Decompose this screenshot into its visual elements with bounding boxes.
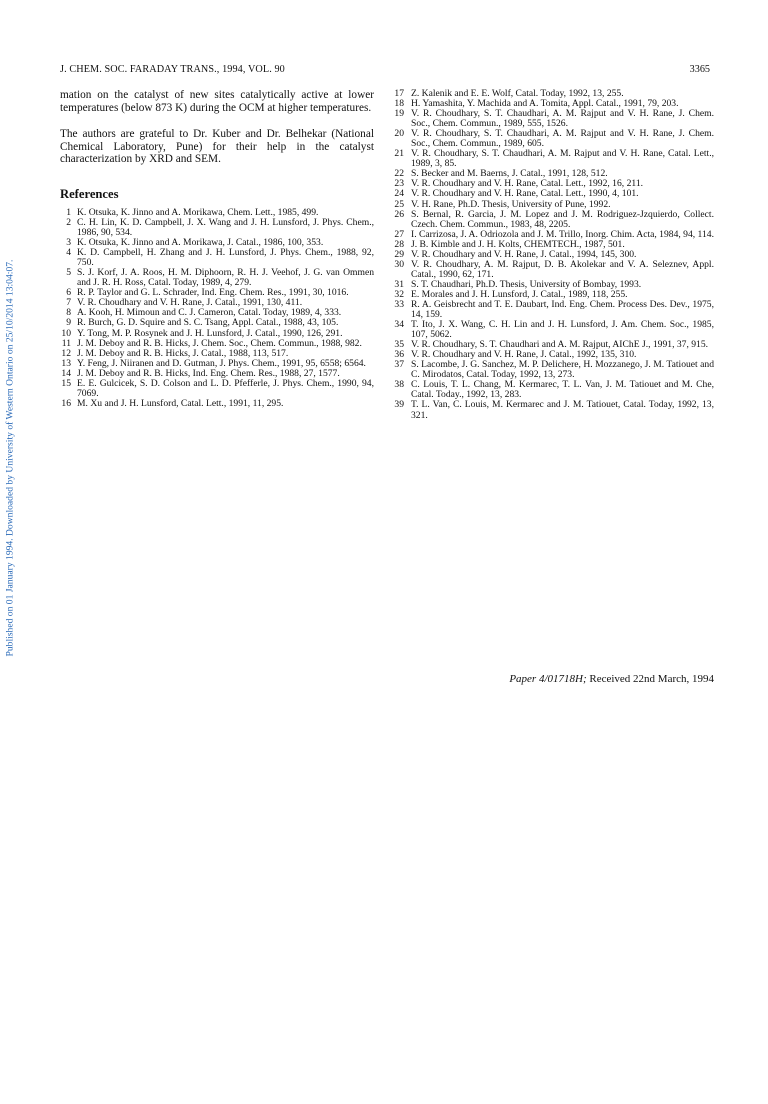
reference-list-right (392, 89, 714, 421)
continuation-paragraph: mation on the catalyst of new sites catalytically active at lower temperatures (below 873 K) during the OCM at higher temperatures. (60, 89, 374, 114)
reference-item (392, 109, 714, 129)
reference-text: V. R. Choudhary and V. H. Rane, J. Catal., 1991, 130, 411. (77, 297, 303, 309)
reference-text: K. Otsuka, K. Jinno and A. Morikawa, J. Catal., 1986, 100, 353. (77, 237, 324, 249)
reference-list-left (60, 208, 374, 409)
right-column (392, 89, 714, 421)
reference-item (392, 129, 714, 149)
reference-text: K. Otsuka, K. Jinno and A. Morikawa, Chem. Lett., 1985, 499. (77, 206, 319, 218)
reference-text: R. P. Taylor and G. L. Schrader, Ind. Eng. Chem. Res., 1991, 30, 1016. (77, 287, 349, 299)
reference-number: 12 (61, 347, 71, 359)
reference-item (60, 218, 374, 238)
paper-id: Paper 4/01718H; (509, 673, 587, 685)
reference-item (60, 248, 374, 268)
reference-number: 36 (394, 349, 404, 361)
reference-text: Y. Tong, M. P. Rosynek and J. H. Lunsford, J. Catal., 1990, 126, 291. (77, 327, 343, 339)
reference-text: K. D. Campbell, H. Zhang and J. H. Lunsford, J. Phys. Chem., 1988, 92, 750. (77, 247, 374, 269)
reference-number: 30 (394, 258, 404, 270)
journal-citation: J. CHEM. SOC. FARADAY TRANS., 1994, VOL. 90 (60, 64, 285, 75)
reference-item (392, 300, 714, 320)
reference-number: 4 (66, 247, 71, 259)
reference-text: T. Ito, J. X. Wang, C. H. Lin and J. H. Lunsford, J. Am. Chem. Soc., 1985, 107, 5062. (411, 319, 714, 341)
reference-text: V. R. Choudhary and V. H. Rane, J. Catal., 1994, 145, 300. (411, 248, 637, 260)
reference-number: 27 (394, 228, 404, 240)
reference-number: 17 (394, 88, 404, 99)
reference-text: C. Louis, T. L. Chang, M. Kermarec, T. L. Van, J. M. Tatiouet and M. Che, Catal. Today., 1992, 13, 283. (411, 379, 714, 401)
received-date: Received 22nd March, 1994 (589, 673, 714, 685)
reference-number: 38 (394, 379, 404, 391)
reference-text: E. Morales and J. H. Lunsford, J. Catal., 1989, 118, 255. (411, 288, 628, 300)
reference-number: 35 (394, 339, 404, 351)
reference-number: 5 (66, 267, 71, 279)
reference-text: E. E. Gulcicek, S. D. Colson and L. D. Pfefferle, J. Phys. Chem., 1990, 94, 7069. (77, 377, 374, 399)
reference-number: 10 (61, 327, 71, 339)
reference-number: 37 (394, 359, 404, 371)
reference-number: 26 (394, 208, 404, 220)
reference-text: V. R. Choudhary, S. T. Chaudhari, A. M. Rajput and V. H. Rane, J. Chem. Soc., Chem. Commun., 1989, 605. (411, 128, 714, 150)
reference-number: 16 (61, 397, 71, 409)
download-watermark-text: Published on 01 January 1994. Downloaded by University of Western Ontario on 25/10/2014 13:04:07. (4, 259, 16, 657)
reference-number: 31 (394, 278, 404, 290)
reference-text: H. Yamashita, Y. Machida and A. Tomita, Appl. Catal., 1991, 79, 203. (411, 98, 679, 110)
reference-text: V. R. Choudhary, A. M. Rajput, D. B. Akolekar and V. A. Seleznev, Appl. Catal., 1990, 62, 171. (411, 258, 714, 280)
reference-number: 33 (394, 298, 404, 310)
reference-item (392, 360, 714, 380)
paper-receipt-note (509, 673, 714, 685)
reference-item (60, 379, 374, 399)
reference-number: 29 (394, 248, 404, 260)
reference-number: 15 (61, 377, 71, 389)
references-heading: References (60, 186, 119, 201)
reference-text: I. Carrizosa, J. A. Odriozola and J. M. Trillo, Inorg. Chim. Acta, 1984, 94, 114. (411, 228, 714, 240)
page-number: 3365 (689, 64, 710, 75)
reference-number: 8 (66, 307, 71, 319)
reference-item (60, 268, 374, 288)
reference-text: R. Burch, G. D. Squire and S. C. Tsang, Appl. Catal., 1988, 43, 105. (77, 317, 339, 329)
left-column (60, 89, 374, 409)
reference-number: 18 (394, 98, 404, 110)
acknowledgement-paragraph: The authors are grateful to Dr. Kuber and Dr. Belhekar (National Chemical Laboratory, Pune) for their help in the catalyst characterization by XRD and SEM. (60, 128, 374, 166)
reference-text: J. M. Deboy and R. B. Hicks, J. Chem. Soc., Chem. Commun., 1988, 982. (77, 337, 362, 349)
reference-text: V. R. Choudhary, S. T. Chaudhari, A. M. Rajput and V. H. Rane, J. Chem. Soc., Chem. Commun., 1989, 555, 1526. (411, 108, 714, 130)
reference-number: 24 (394, 188, 404, 200)
reference-text: V. R. Choudhary, S. T. Chaudhari and A. M. Rajput, AIChE J., 1991, 37, 915. (411, 339, 709, 351)
reference-number: 28 (394, 238, 404, 250)
reference-text: S. Becker and M. Baerns, J. Catal., 1991, 128, 512. (411, 168, 608, 180)
reference-number: 34 (394, 319, 404, 331)
reference-text: J. M. Deboy and R. B. Hicks, J. Catal., 1988, 113, 517. (77, 347, 289, 359)
reference-item (392, 400, 714, 420)
reference-text: A. Kooh, H. Mimoun and C. J. Cameron, Catal. Today, 1989, 4, 333. (77, 307, 342, 319)
reference-text: C. H. Lin, K. D. Campbell, J. X. Wang and J. H. Lunsford, J. Phys. Chem., 1986, 90, 534. (77, 217, 374, 239)
reference-number: 13 (61, 357, 71, 369)
reference-number: 11 (61, 337, 71, 349)
reference-item (392, 149, 714, 169)
reference-number: 22 (394, 168, 404, 180)
reference-text: S. J. Korf, J. A. Roos, H. M. Diphoorn, R. H. J. Veehof, J. G. van Ommen and J. R. H. Ross, Catal. Today, 1989, 4, 279. (77, 267, 374, 289)
reference-number: 21 (394, 148, 404, 160)
reference-text: M. Xu and J. H. Lunsford, Catal. Lett., 1991, 11, 295. (77, 397, 284, 409)
reference-number: 23 (394, 178, 404, 190)
reference-number: 20 (394, 128, 404, 140)
reference-item (60, 399, 374, 409)
reference-number: 7 (66, 297, 71, 309)
reference-text: S. Lacombe, J. G. Sanchez, M. P. Delichere, H. Mozzanego, J. M. Tatiouet and C. Mirodatos, Catal. Today, 1992, 13, 273. (411, 359, 714, 381)
reference-text: Z. Kalenik and E. E. Wolf, Catal. Today, 1992, 13, 255. (411, 88, 624, 99)
reference-text: J. B. Kimble and J. H. Kolts, CHEMTECH., 1987, 501. (411, 238, 625, 250)
reference-number: 2 (66, 217, 71, 229)
reference-item (392, 260, 714, 280)
reference-text: V. H. Rane, Ph.D. Thesis, University of Pune, 1992. (411, 198, 611, 210)
reference-number: 6 (66, 287, 71, 299)
reference-text: Y. Feng, J. Niiranen and D. Gutman, J. Phys. Chem., 1991, 95, 6558; 6564. (77, 357, 366, 369)
reference-text: V. R. Choudhary and V. H. Rane, Catal. Lett., 1992, 16, 211. (411, 178, 644, 190)
reference-text: V. R. Choudhary, S. T. Chaudhari, A. M. Rajput and V. H. Rane, Catal. Lett., 1989, 3, 85. (411, 148, 714, 170)
reference-number: 3 (66, 237, 71, 249)
reference-text: T. L. Van, C. Louis, M. Kermarec and J. M. Tatiouet, Catal. Today, 1992, 13, 321. (411, 399, 714, 421)
reference-number: 39 (394, 399, 404, 411)
reference-item (392, 320, 714, 340)
reference-item (392, 380, 714, 400)
reference-number: 25 (394, 198, 404, 210)
download-watermark (4, 248, 16, 668)
reference-text: J. M. Deboy and R. B. Hicks, Ind. Eng. Chem. Res., 1988, 27, 1577. (77, 367, 340, 379)
reference-text: S. T. Chaudhari, Ph.D. Thesis, University of Bombay, 1993. (411, 278, 642, 290)
reference-text: V. R. Choudhary and V. H. Rane, J. Catal., 1992, 135, 310. (411, 349, 637, 361)
reference-number: 1 (66, 206, 71, 218)
reference-number: 14 (61, 367, 71, 379)
reference-text: V. R. Choudhary and V. H. Rane, Catal. Lett., 1990, 4, 101. (411, 188, 639, 200)
reference-text: S. Bernal, R. Garcia, J. M. Lopez and J. M. Rodriguez-Jzquierdo, Collect. Czech. Chem. Commun., 1983, 48, 2205. (411, 208, 714, 230)
reference-text: R. A. Geisbrecht and T. E. Daubart, Ind. Eng. Chem. Process Des. Dev., 1975, 14, 159. (411, 298, 714, 321)
reference-number: 19 (394, 108, 404, 120)
running-header (60, 64, 710, 78)
reference-number: 9 (66, 317, 71, 329)
reference-number: 32 (394, 288, 404, 300)
reference-item (392, 210, 714, 230)
